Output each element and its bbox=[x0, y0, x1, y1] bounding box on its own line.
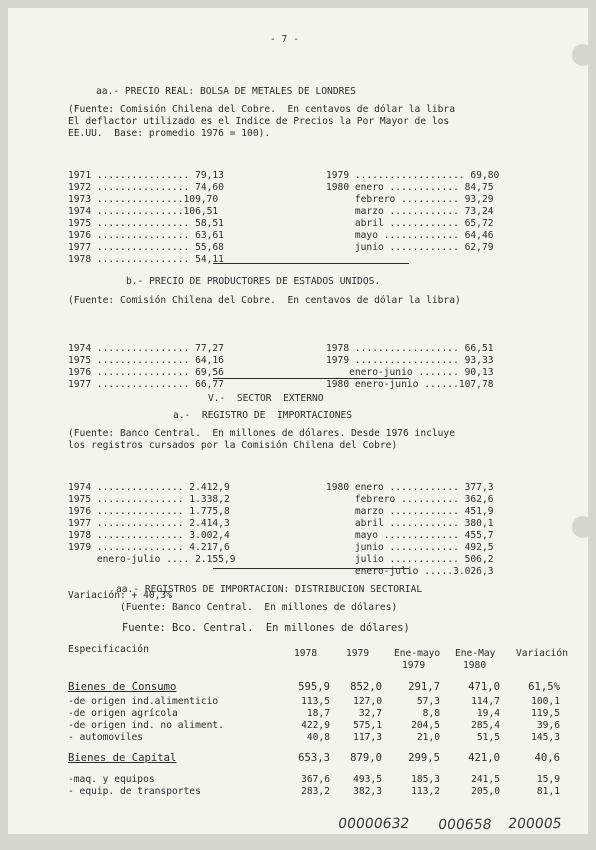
table-cell: 299,5 bbox=[408, 752, 440, 764]
table-cell: 291,7 bbox=[408, 681, 440, 693]
table-cell: 283,2 bbox=[301, 786, 330, 797]
section-aa-title: aa.- PRECIO REAL: BOLSA DE METALES DE LONDRES bbox=[96, 86, 356, 97]
archive-stamp: 200005 bbox=[506, 816, 563, 832]
table-cell: 595,9 bbox=[298, 681, 330, 693]
source-line: (Fuente: Comisión Chilena del Cobre. En centavos de dólar la libra bbox=[68, 104, 455, 115]
header-1978: 1978 bbox=[294, 648, 318, 659]
data-list-left: 1971 ................ 79,13 1972 ................ 74,60 1973 ...............109,70 1974 ...............106,51 1975 ................ 58,51 1976 ................ 63,61 1977 ................ 55,68 1978 ................ 54,11 bbox=[68, 170, 224, 265]
table-cell: 471,0 bbox=[468, 681, 500, 693]
table-cell: 61,5% bbox=[528, 681, 560, 693]
source-line: El deflactor utilizado es el Indice de Precios la Por Mayor de los bbox=[68, 116, 450, 127]
table-cell: 421,0 bbox=[468, 752, 500, 764]
table-cell: 145,3 bbox=[531, 732, 560, 743]
header-1979: 1979 bbox=[346, 648, 370, 659]
table-cell: 382,3 bbox=[353, 786, 382, 797]
data-list-right: 1978 .................. 66,51 1979 .................. 93,33 enero-junio ....... 90,13 1980 enero-junio ......107,78 bbox=[326, 343, 494, 390]
header-ene-mayo-year: 1979 bbox=[402, 660, 426, 671]
archive-stamp: 000658 bbox=[436, 817, 493, 833]
table-cell: 422,9 bbox=[301, 720, 330, 731]
data-list-left: 1974 ................ 77,27 1975 ................ 64,16 1976 ................ 69,56 1977 ................ 66,77 bbox=[68, 343, 224, 390]
table-cell: 8,8 bbox=[422, 708, 440, 719]
table-cell: 185,3 bbox=[411, 774, 440, 785]
table-cell: 852,0 bbox=[350, 681, 382, 693]
row-label: Bienes de Capital bbox=[68, 752, 177, 764]
table-cell: 57,3 bbox=[416, 696, 440, 707]
archive-stamp: 00000632 bbox=[336, 816, 411, 832]
variation-note: Variación: + 40,3% bbox=[68, 590, 172, 601]
table-cell: 205,0 bbox=[471, 786, 500, 797]
table-cell: 21,0 bbox=[416, 732, 440, 743]
source-line: EE.UU. Base: promedio 1976 = 100). bbox=[68, 128, 271, 139]
section-v-heading: V.- SECTOR EXTERNO bbox=[208, 393, 324, 404]
row-label: -de origen agrícola bbox=[68, 708, 178, 719]
row-label: Bienes de Consumo bbox=[68, 681, 177, 693]
table-cell: 367,6 bbox=[301, 774, 330, 785]
row-label: - automoviles bbox=[68, 732, 144, 743]
table-cell: 119,5 bbox=[531, 708, 560, 719]
data-list-right: 1980 enero ............ 377,3 febrero .......... 362,6 marzo ............ 451,9 abril ............ 380,1 mayo ............. 455,7 junio ............ 492,5 julio ............ 506,2 enero-julio .....3.026,3 bbox=[326, 482, 494, 577]
table-cell: 117,3 bbox=[353, 732, 382, 743]
table-cell: 241,5 bbox=[471, 774, 500, 785]
table-cell: 127,0 bbox=[353, 696, 382, 707]
table-cell: 204,5 bbox=[411, 720, 440, 731]
data-list-left: 1974 ............... 2.412,9 1975 ............... 1.338,2 1976 ............... 1.775,8 1977 ............... 2.414,3 1978 ............... 3.002,4 1979 ............... 4.217,6 enero-julio .... 2.155,9 Variación: + 40,3% bbox=[68, 482, 236, 601]
row-label: -de origen ind.alimenticio bbox=[68, 696, 219, 707]
source-line-pasted: Fuente: Bco. Central. En millones de dólares) bbox=[122, 622, 410, 634]
table-cell: 81,1 bbox=[536, 786, 560, 797]
table-cell: 285,4 bbox=[471, 720, 500, 731]
header-ene-mayo: Ene-mayo bbox=[394, 648, 441, 659]
table-cell: 18,7 bbox=[306, 708, 330, 719]
table-cell: 32,7 bbox=[358, 708, 382, 719]
table-cell: 879,0 bbox=[350, 752, 382, 764]
header-especificacion: Especificación bbox=[68, 644, 149, 655]
header-ene-may-year: 1980 bbox=[463, 660, 487, 671]
table-cell: 493,5 bbox=[353, 774, 382, 785]
divider bbox=[213, 568, 409, 569]
source-line: (Fuente: Banco Central. En millones de dólares. Desde 1976 incluye bbox=[68, 428, 455, 439]
table-cell: 100,1 bbox=[531, 696, 560, 707]
row-label: -maq. y equipos bbox=[68, 774, 155, 785]
table-cell: 113,2 bbox=[411, 786, 440, 797]
section-b-title: b.- PRECIO DE PRODUCTORES DE ESTADOS UNIDOS. bbox=[126, 276, 381, 287]
divider bbox=[213, 263, 409, 264]
table-cell: 575,1 bbox=[353, 720, 382, 731]
source-line: (Fuente: Comisión Chilena del Cobre. En centavos de dólar la libra) bbox=[68, 295, 461, 306]
header-variacion: Variación bbox=[516, 648, 568, 659]
table-cell: 114,7 bbox=[471, 696, 500, 707]
table-cell: 15,9 bbox=[536, 774, 560, 785]
data-list-right: 1979 ................... 69,80 1980 enero ............ 84,75 febrero .......... 93,29 marzo ............ 73,24 abril ............ 65,72 mayo ............. 64,46 junio ............ 62,79 bbox=[326, 170, 500, 253]
row-label: - equip. de transportes bbox=[68, 786, 201, 797]
table-cell: 40,6 bbox=[534, 752, 560, 764]
punch-hole bbox=[572, 516, 588, 538]
source-line: (Fuente: Banco Central. En millones de dólares) bbox=[120, 602, 398, 613]
document-page bbox=[8, 8, 588, 834]
table-cell: 653,3 bbox=[298, 752, 330, 764]
punch-hole bbox=[572, 44, 588, 66]
divider bbox=[213, 378, 409, 379]
header-ene-may: Ene-May bbox=[455, 648, 496, 659]
table-cell: 40,8 bbox=[306, 732, 330, 743]
section-dist-title: aa.- REGISTROS DE IMPORTACION: DISTRIBUCION SECTORIAL bbox=[116, 584, 423, 595]
table-cell: 39,6 bbox=[536, 720, 560, 731]
table-cell: 51,5 bbox=[476, 732, 500, 743]
table-cell: 19,4 bbox=[476, 708, 500, 719]
section-v-subtitle: a.- REGISTRO DE IMPORTACIONES bbox=[173, 410, 353, 421]
table-cell: 113,5 bbox=[301, 696, 330, 707]
row-label: -de origen ind. no aliment. bbox=[68, 720, 224, 731]
source-line: los registros cursados por la Comisión Chilena del Cobre) bbox=[68, 440, 398, 451]
page-number: - 7 - bbox=[270, 34, 299, 45]
